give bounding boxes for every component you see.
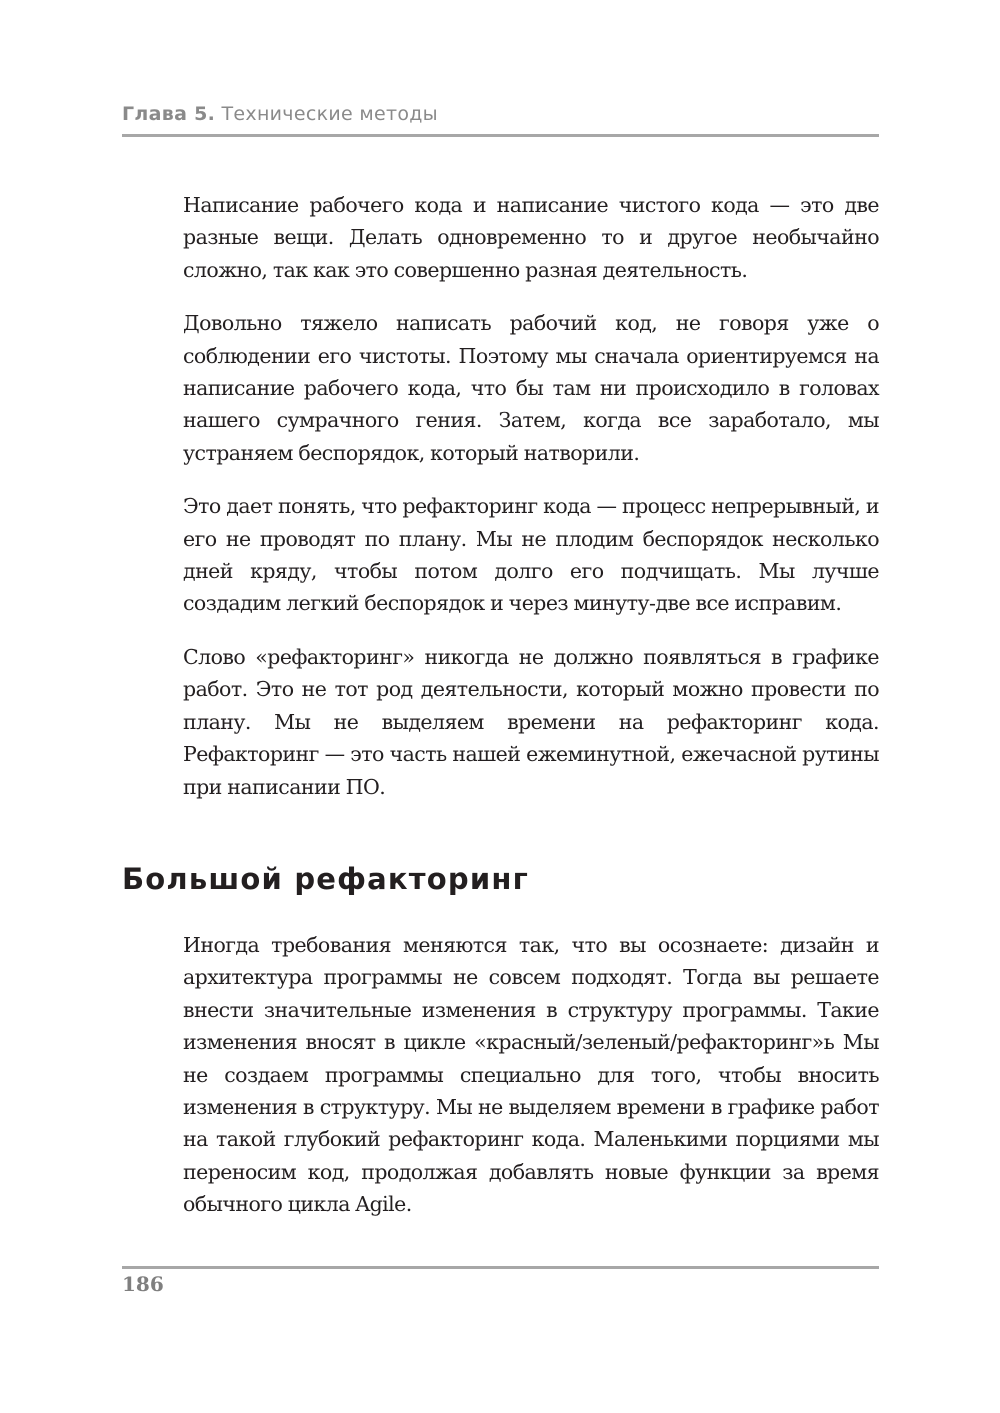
body-text	[183, 189, 879, 824]
paragraph: Довольно тяжело написать рабочий код, не говоря уже о соблюдении его чистоты. Поэтому мы сначала ориентируемся на написание рабочего кода, что бы там ни происходило в головах нашего сумрачного гения. Затем, когда все заработало, мы устраняем беспорядок, который натворили.	[183, 311, 879, 465]
paragraph: Слово «рефакторинг» никогда не должно появляться в графике работ. Это не тот род деятельности, который можно провести по плану. Мы не выделяем времени на рефакторинг кода. Рефакторинг — это часть нашей ежеминутной, ежечасной рутины при написании ПО.	[183, 644, 879, 799]
running-head	[122, 103, 438, 125]
footer-rule	[122, 1266, 879, 1269]
paragraph: Иногда требования меняются так, что вы осознаете: дизайн и архитектура программы не совсем подходят. Тогда вы решаете внести значительные изменения в структуру программы. Такие изменения вносят в цикле «красный/зеленый/рефакторинг»ь Мы не создаем программы специально для того, чтобы вносить изменения в структуру. Мы не выделяем времени в графике работ на такой глубокий рефакторинг кода. Маленькими порциями мы переносим код, продолжая добавлять новые функции за время обычного цикла Agile.	[183, 933, 879, 1217]
header-rule	[122, 134, 879, 137]
page-number: 186	[122, 1272, 164, 1296]
paragraph: Написание рабочего кода и написание чистого кода — это две разные вещи. Делать одновременно то и другое необычайно сложно, так как это совершенно разная деятельность.	[183, 193, 879, 282]
chapter-title: Технические методы	[221, 103, 438, 125]
section-heading: Большой рефакторинг	[122, 862, 529, 896]
paragraph: Это дает понять, что рефакторинг кода — процесс непрерывный, и его не проводят по плану. Мы не плодим беспорядок несколько дней кряду, чтобы потом долго его подчищать. Мы лучше создадим легкий беспорядок и через минуту-две все исправим.	[183, 494, 879, 616]
chapter-label: Глава 5.	[122, 103, 216, 125]
section-body-text	[183, 929, 879, 1242]
